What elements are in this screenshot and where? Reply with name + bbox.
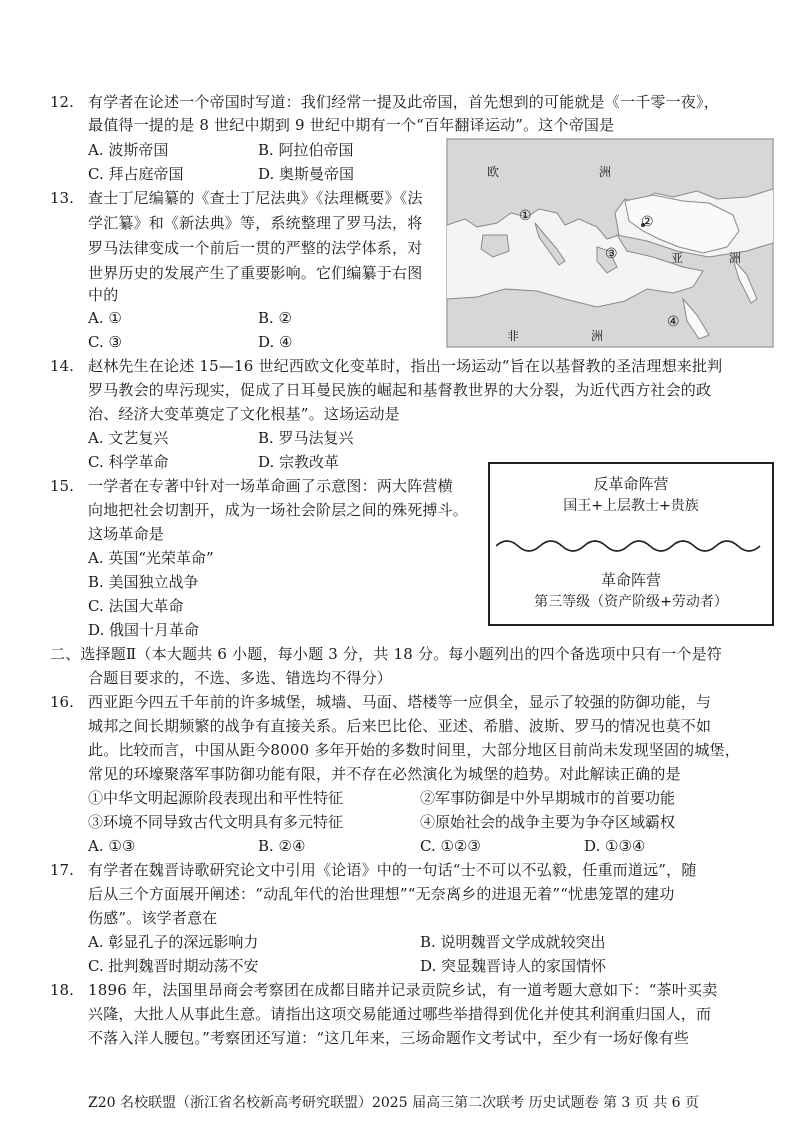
- q17-text-line-1: 有学者在魏晋诗歌研究论文中引用《论语》中的一句话“士不可以不弘毅，任重而道远”，随: [88, 861, 697, 879]
- map-marker-3: ③: [605, 246, 618, 262]
- diagram-bottom-subtitle: 第三等级（资产阶级+劳动者）: [534, 594, 728, 610]
- q16-option-c: C. ①②③: [420, 837, 481, 855]
- q14-number: 14.: [50, 357, 74, 375]
- diagram-top-subtitle: 国王+上层教士+贵族: [563, 498, 699, 514]
- q16-option-d: D. ①③④: [584, 837, 646, 855]
- q17-option-c: C. 批判魏晋时期动荡不安: [88, 957, 259, 975]
- map-marker-4: ④: [667, 314, 680, 330]
- q18-text-line-2: 兴隆，大批人从事此生意。请指出这项交易能通过哪些举措得到优化并使其利润重归国人，而: [88, 1005, 712, 1023]
- mediterranean-map: [446, 138, 774, 348]
- section-2-heading-line-2: 合题目要求的，不选、多选、错选均不得分）: [88, 669, 393, 687]
- q13-text-line-3: 罗马法律变成一个前后一贯的严整的法学体系，对: [88, 239, 423, 257]
- q16-number: 16.: [50, 693, 74, 711]
- q16-statement-2: ②军事防御是中外早期城市的首要功能: [420, 789, 676, 807]
- q13-option-b: B. ②: [258, 309, 293, 327]
- q16-text-line-2: 城邦之间长期频繁的战争有直接关系。后来巴比伦、亚述、希腊、波斯、罗马的情况也莫不如: [88, 717, 712, 735]
- q13-option-d: D. ④: [258, 333, 293, 351]
- section-2-heading-line-1: 二、选择题Ⅱ（本大题共 6 小题，每小题 3 分，共 18 分。每小题列出的四个备选项中只有一个是符: [50, 645, 722, 663]
- revolution-diagram: [488, 462, 774, 626]
- q14-option-d: D. 宗教改革: [258, 453, 340, 471]
- map-label-asia-2: 洲: [729, 251, 742, 265]
- q13-text-line-2: 学汇纂》和《新法典》等，系统整理了罗马法，将: [88, 214, 423, 232]
- diagram-top-title: 反革命阵营: [593, 475, 669, 493]
- q15-number: 15.: [50, 477, 74, 495]
- q17-option-d: D. 突显魏晋诗人的家国情怀: [420, 957, 607, 975]
- q15-text-line-2: 向地把社会切割开，成为一场社会阶层之间的殊死搏斗。: [88, 501, 469, 519]
- map-label-europe-1: 欧: [487, 165, 500, 179]
- q16-text-line-3: 此。比较而言，中国从距今8000 多年开始的多数时间里，大部分地区目前尚未发现坚固的城堡，: [88, 741, 740, 759]
- q16-statement-1: ①中华文明起源阶段表现出和平性特征: [88, 789, 344, 807]
- q13-text-line-1: 查士丁尼编纂的《查士丁尼法典》《法理概要》《法: [88, 189, 423, 207]
- map-marker-2: ②: [641, 214, 654, 230]
- q12-option-a: A. 波斯帝国: [88, 141, 169, 159]
- q14-text-line-3: 治、经济大变革奠定了文化根基”。这场运动是: [88, 405, 400, 423]
- q13-option-c: C. ③: [88, 333, 122, 351]
- q13-number: 13.: [50, 189, 74, 207]
- diagram-bottom-title: 革命阵营: [600, 571, 661, 589]
- q15-option-d: D. 俄国十月革命: [88, 621, 200, 639]
- q15-text-line-3: 这场革命是: [88, 525, 165, 543]
- q16-option-b: B. ②④: [258, 837, 306, 855]
- q12-option-d: D. 奥斯曼帝国: [258, 165, 355, 183]
- diagram-wave-divider: [496, 534, 764, 558]
- q18-number: 18.: [50, 981, 74, 999]
- q14-option-a: A. 文艺复兴: [88, 429, 169, 447]
- q14-option-b: B. 罗马法复兴: [258, 429, 354, 447]
- q15-option-c: C. 法国大革命: [88, 597, 184, 615]
- q17-option-a: A. 彰显孔子的深远影响力: [88, 933, 259, 951]
- q15-option-a: A. 英国“光荣革命”: [88, 549, 214, 567]
- q12-option-c: C. 拜占庭帝国: [88, 165, 184, 183]
- q15-text-line-1: 一学者在专著中针对一场革命画了示意图：两大阵营横: [88, 477, 453, 495]
- q16-option-a: A. ①③: [88, 837, 136, 855]
- map-label-europe-2: 洲: [599, 165, 612, 179]
- q13-option-a: A. ①: [88, 309, 122, 327]
- q14-text-line-2: 罗马教会的卑污现实，促成了日耳曼民族的崛起和基督教世界的大分裂，为近代西方社会的政: [88, 381, 712, 399]
- q18-text-line-3: 不落入洋人腰包。”考察团还写道：“这几年来，三场命题作文考试中，至少有一场好像有些: [88, 1029, 690, 1047]
- page-footer: Z20 名校联盟（浙江省名校新高考研究联盟）2025 届高三第二次联考 历史试题卷 第 3 页 共 6 页: [88, 1095, 700, 1111]
- q13-text-line-5: 中的: [88, 286, 119, 304]
- map-label-africa-1: 非: [507, 329, 520, 343]
- q15-option-b: B. 美国独立战争: [88, 573, 199, 591]
- q17-text-line-3: 伤感”。该学者意在: [88, 909, 218, 927]
- q18-text-line-1: 1896 年，法国里昂商会考察团在成都目睹并记录贡院乡试，有一道考题大意如下：“茶叶买卖: [88, 981, 718, 999]
- q16-statement-3: ③环境不同导致古代文明具有多元特征: [88, 813, 344, 831]
- q12-option-b: B. 阿拉伯帝国: [258, 141, 354, 159]
- q17-option-b: B. 说明魏晋文学成就较突出: [420, 933, 606, 951]
- map-label-africa-2: 洲: [591, 329, 604, 343]
- q13-text-line-4: 世界历史的发展产生了重要影响。它们编纂于右图: [88, 264, 423, 282]
- q12-text-line-2: 最值得一提的是 8 世纪中期到 9 世纪中期有一个“百年翻译运动”。这个帝国是: [88, 116, 615, 134]
- q16-text-line-4: 常见的环壕聚落军事防御功能有限，并不存在必然演化为城堡的趋势。对此解读正确的是: [88, 765, 681, 783]
- q16-statement-4: ④原始社会的战争主要为争夺区域霸权: [420, 813, 676, 831]
- q12-number: 12.: [50, 93, 74, 111]
- q12-text-line-1: 有学者在论述一个帝国时写道：我们经常一提及此帝国，首先想到的可能就是《一千零一夜》，: [88, 93, 719, 111]
- q17-number: 17.: [50, 861, 74, 879]
- q17-text-line-2: 后从三个方面展开阐述：“动乱年代的治世理想”“无奈离乡的进退无着”“忧患笼罩的建功: [88, 885, 675, 903]
- q16-text-line-1: 西亚距今四五千年前的许多城堡，城墙、马面、塔楼等一应俱全，显示了较强的防御功能，与: [88, 693, 712, 711]
- map-marker-1: ①: [519, 208, 532, 224]
- q14-option-c: C. 科学革命: [88, 453, 169, 471]
- map-label-asia-1: 亚: [671, 251, 684, 265]
- q14-text-line-1: 赵林先生在论述 15—16 世纪西欧文化变革时，指出一场运动“旨在以基督教的圣洁理想来批判: [88, 357, 723, 375]
